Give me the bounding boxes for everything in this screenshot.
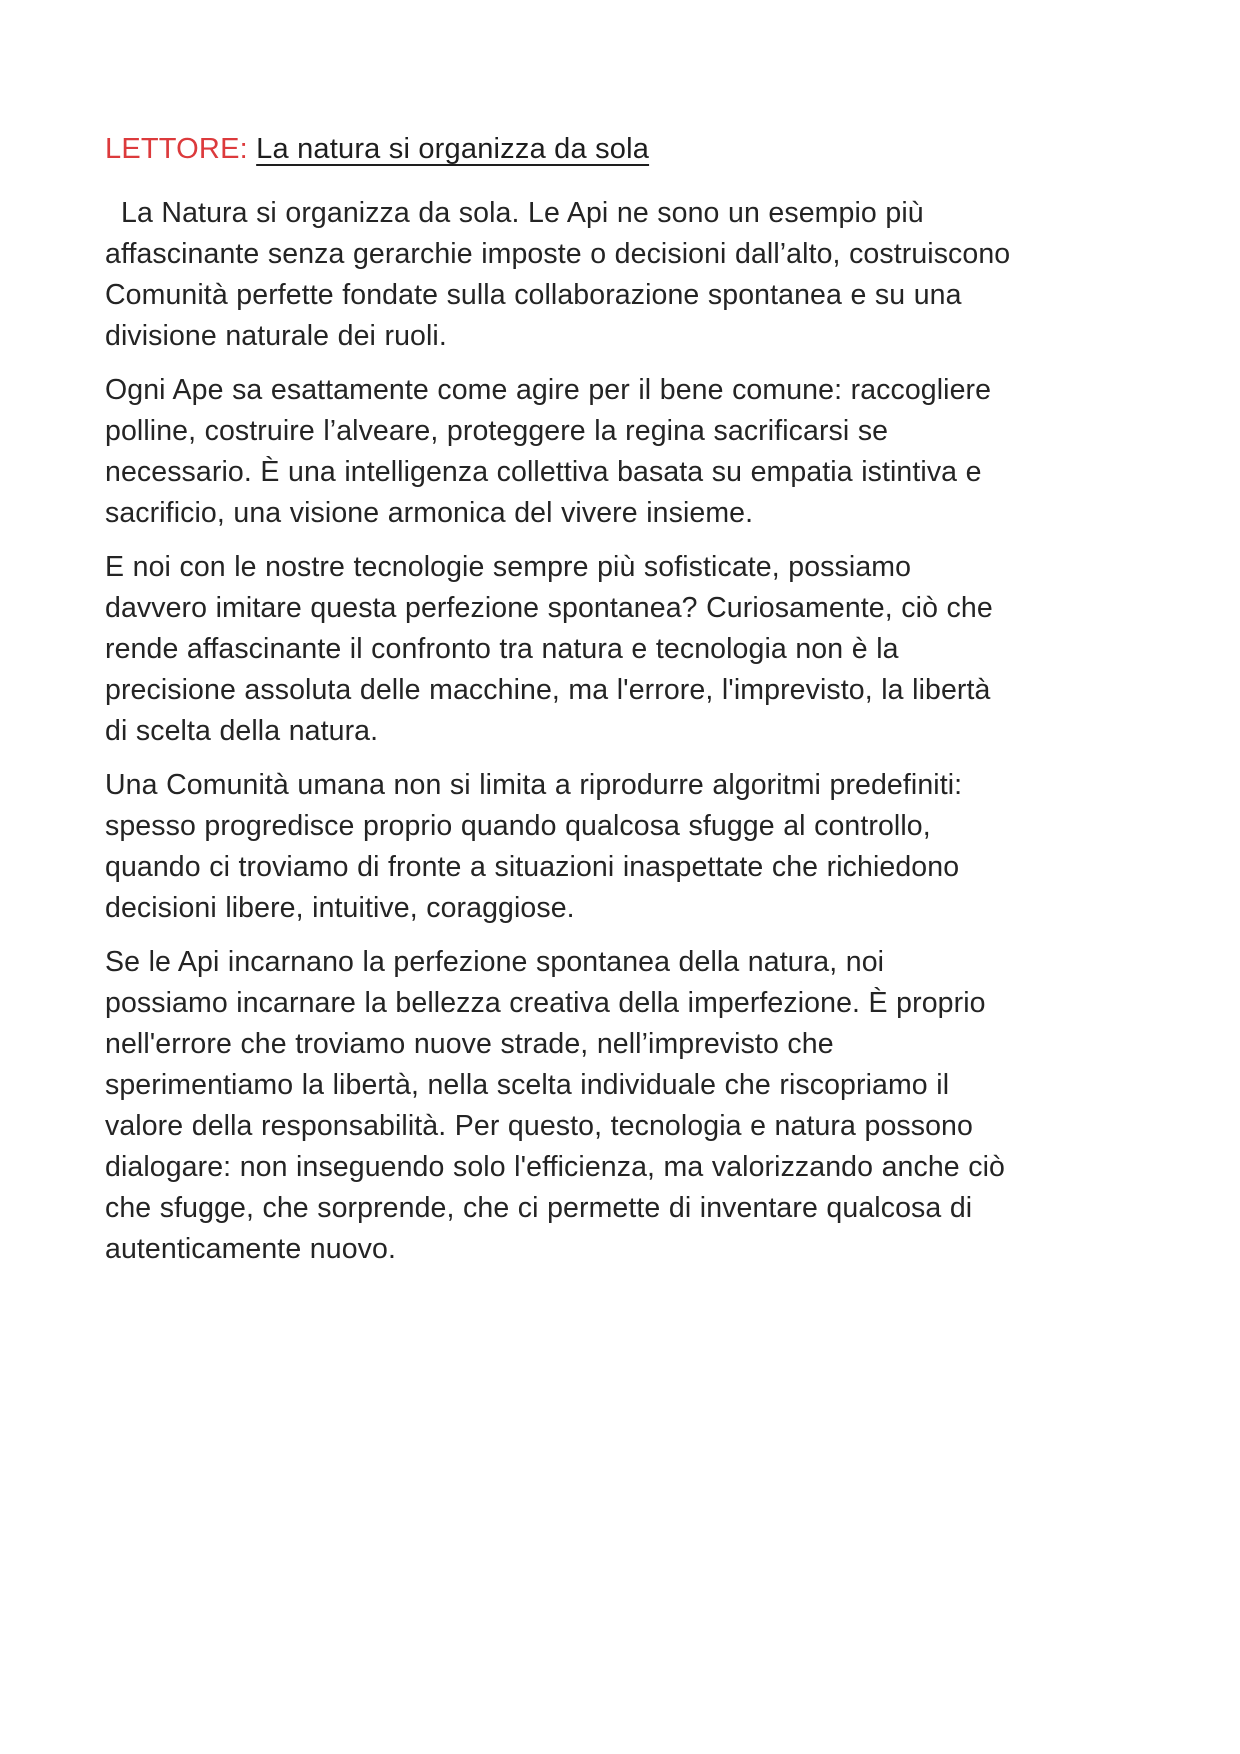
document-title: La natura si organizza da sola — [256, 133, 650, 165]
paragraph-every-bee: Ogni Ape sa esattamente come agire per il bene comune: raccogliere polline, costruire l’alveare, proteggere la regina sacrificarsi se necessario. È una intelligenza collettiva basata su empatia istintiva e sacrificio, una visione armonica del vivere insieme. — [105, 374, 992, 529]
paragraph-human-community: Una Comunità umana non si limita a riprodurre algoritmi predefiniti: spesso progredisce proprio quando qualcosa sfugge al controllo, quando ci troviamo di fronte a situazioni inaspettate che richiedono decisioni libere, intuitive, coraggiose. — [105, 769, 963, 924]
document-body — [105, 193, 1015, 1270]
reader-label: LETTORE: — [105, 133, 248, 165]
paragraph-technology-question: E noi con le nostre tecnologie sempre più sofisticate, possiamo davvero imitare questa perfezione spontanea? Curiosamente, ciò che rende affascinante il confronto tra natura e tecnologia non è la precisione assoluta delle macchine, ma l'errore, l'imprevisto, la libertà di scelta della natura. — [105, 551, 993, 747]
paragraph-bees-perfection: Se le Api incarnano la perfezione spontanea della natura, noi possiamo incarnare la bellezza creativa della imperfezione. È proprio nell'errore che troviamo nuove strade, nell’imprevisto che sperimentiamo la libertà, nella scelta individuale che riscopriamo il valore della responsabilità. Per questo, tecnologia e natura possono dialogare: non inseguendo solo l'efficienza, ma valorizzando anche ciò che sfugge, che sorprende, che ci permette di inventare qualcosa di autenticamente nuovo. — [105, 946, 1005, 1265]
paragraph-nature-organizes: La Natura si organizza da sola. Le Api ne sono un esempio più affascinante senza gerarchie imposte o decisioni dall’alto, costruiscono Comunità perfette fondate sulla collaborazione spontanea e su una divisione naturale dei ruoli. — [105, 197, 1011, 352]
document-heading — [105, 133, 1015, 166]
